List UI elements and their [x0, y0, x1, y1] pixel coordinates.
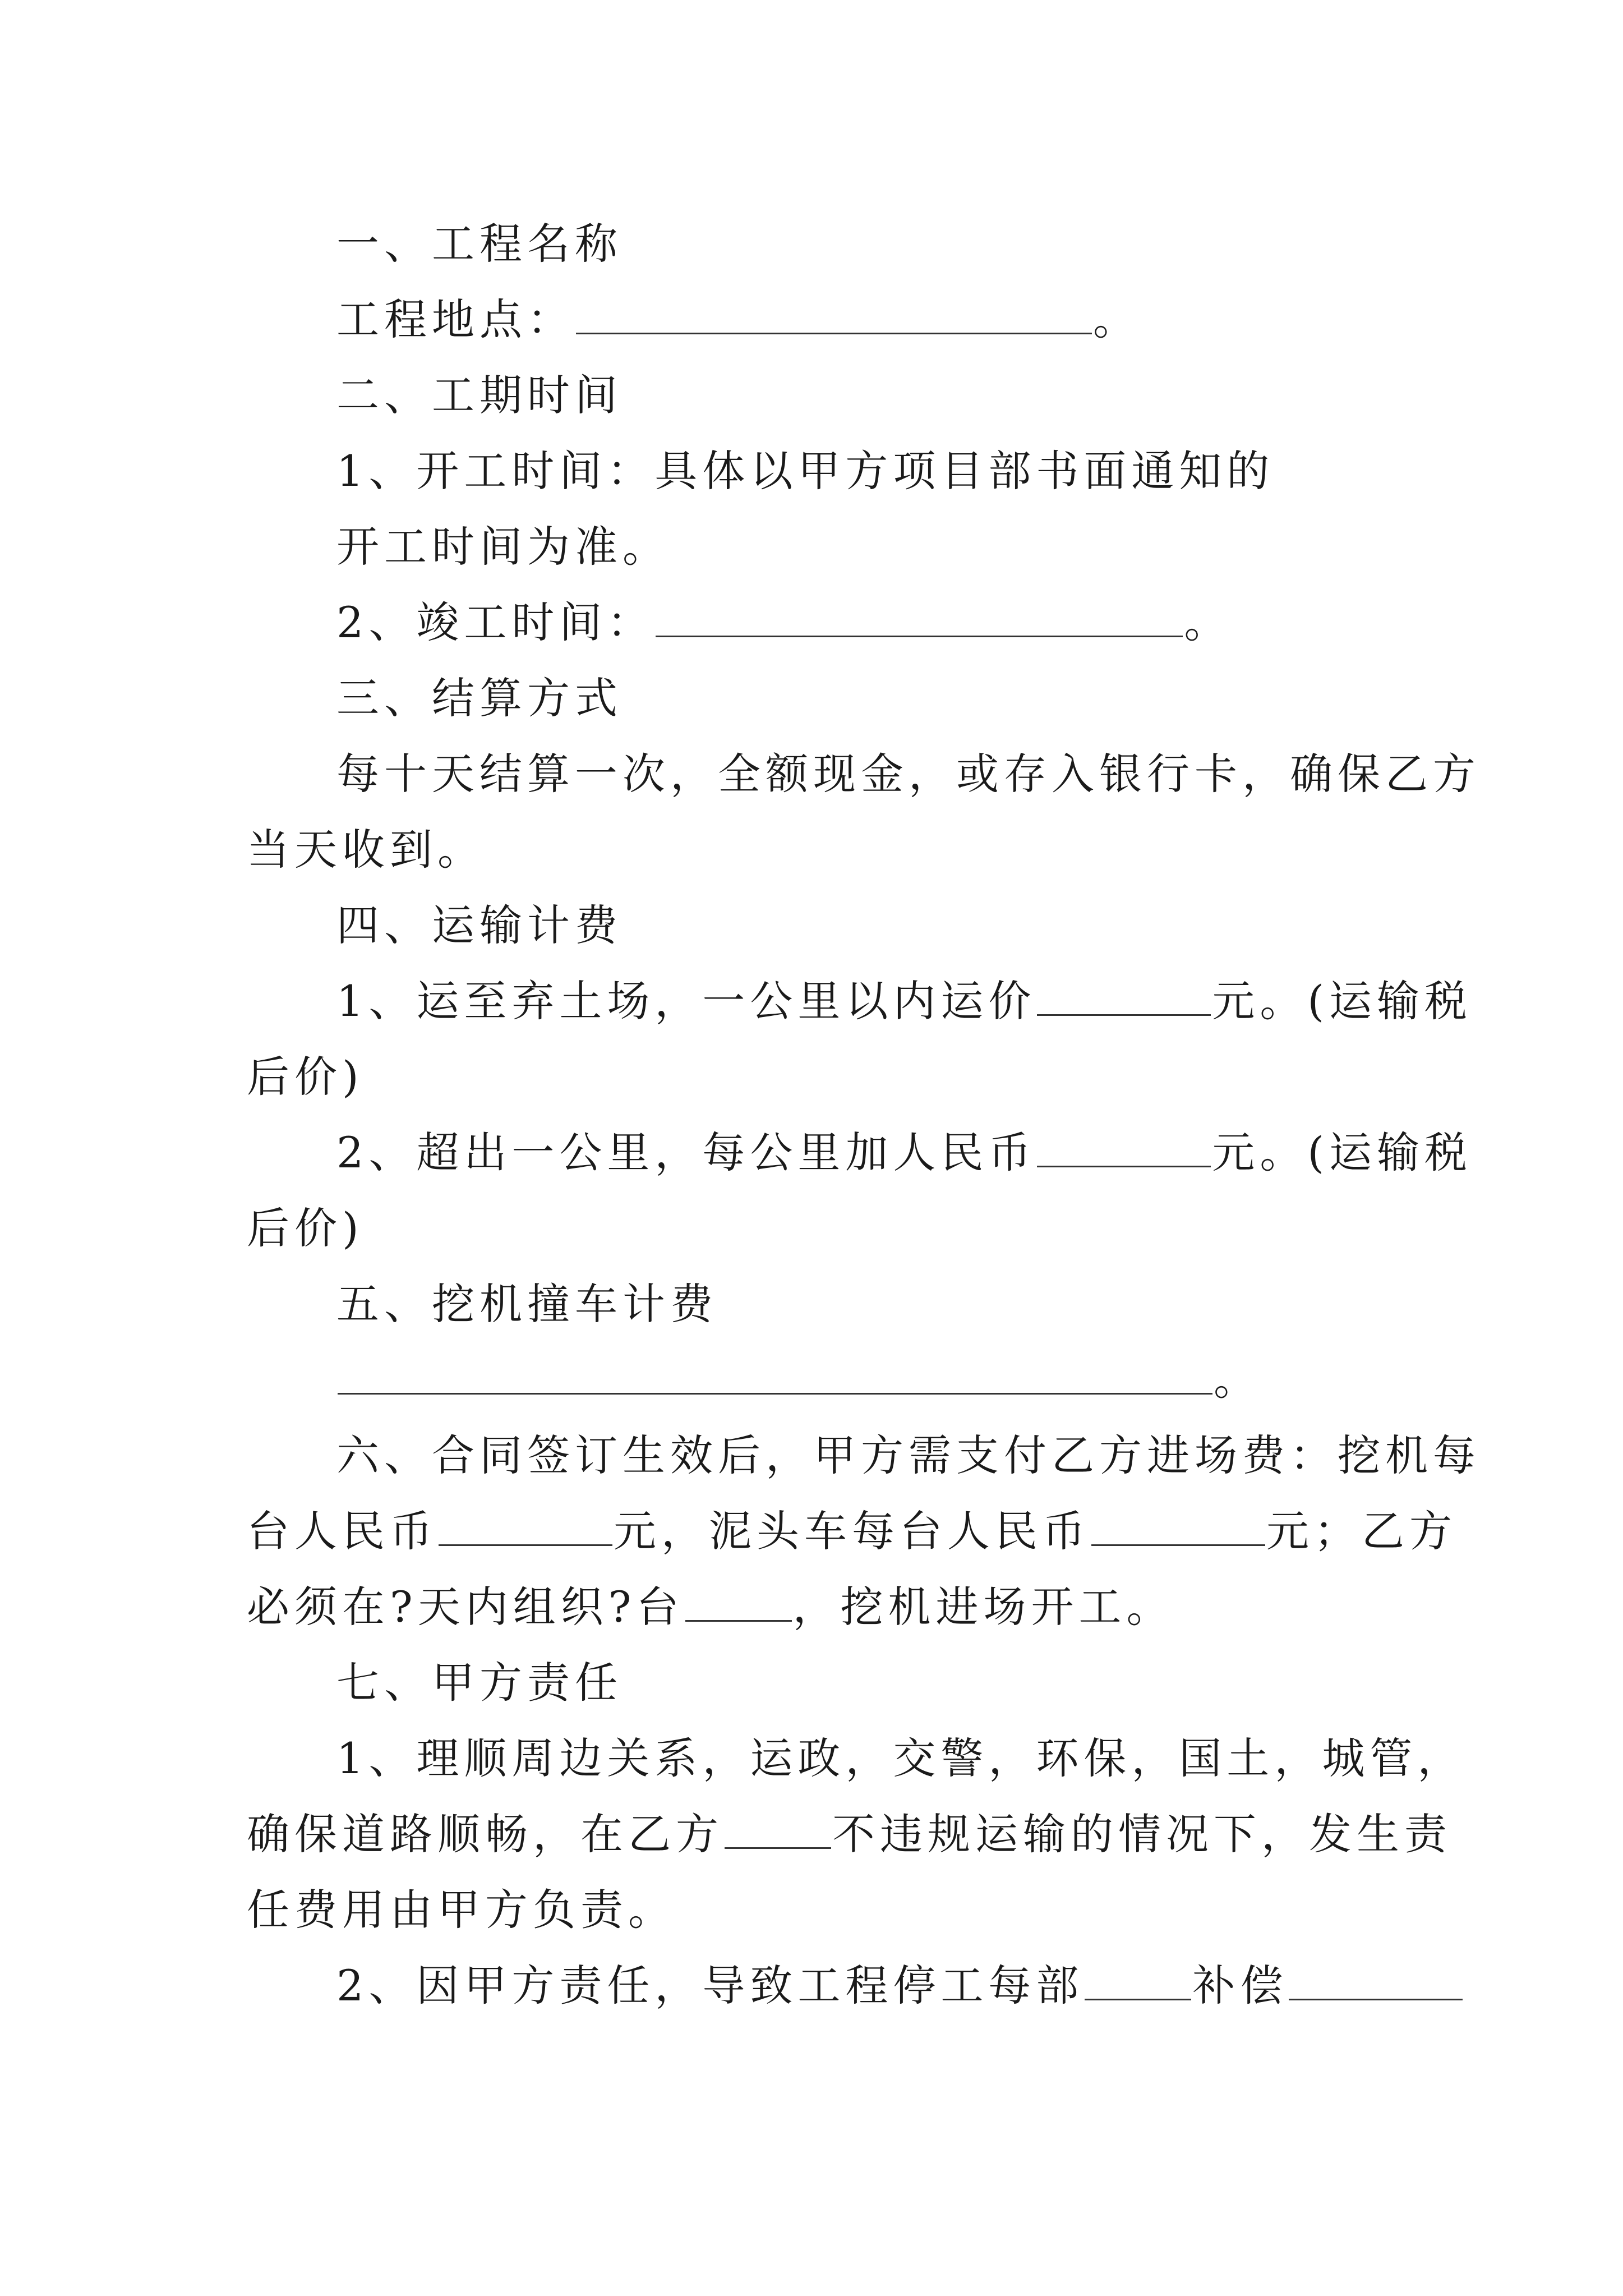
- compensation-blank[interactable]: [1289, 1959, 1463, 2000]
- section-3-heading: 三、结算方式: [336, 673, 623, 723]
- section-2-heading: 二、工期时间: [336, 370, 623, 420]
- section-4-heading: 四、运输计费: [336, 900, 623, 950]
- responsibility-1-line: 1、理顺周边关系，运政，交警，环保，国土，城管，: [336, 1733, 1465, 1783]
- excavator-fee-blank[interactable]: [338, 1354, 1212, 1395]
- project-location-blank[interactable]: [576, 293, 1092, 334]
- section-5-heading: 五、挖机撞车计费: [336, 1279, 718, 1329]
- stoppage-unit-blank[interactable]: [1085, 1959, 1191, 2000]
- completion-time-blank[interactable]: [656, 596, 1183, 637]
- completion-time-line: 2、竣工时间： 。: [336, 597, 1232, 647]
- start-time-line-cont: 开工时间为准。: [336, 522, 670, 572]
- entry-fee-line: 台人民币 元，泥头车每台人民币 元；乙方: [247, 1506, 1457, 1556]
- transport-price-line: 1、运至弃土场，一公里以内运价 元。(运输税: [336, 976, 1473, 1026]
- organize-line: 必须在?天内组织?台 ，挖机进场开工。: [247, 1582, 1174, 1632]
- settlement-line-cont: 当天收到。: [247, 825, 485, 875]
- responsibility-2-line: 2、因甲方责任，导致工程停工每部 补偿: [336, 1958, 1391, 2014]
- start-time-line: 1、开工时间：具体以甲方项目部书面通知的: [336, 446, 1275, 496]
- transport-price-blank[interactable]: [1037, 975, 1211, 1016]
- section-6-line: 六、合同签订生效后，甲方需支付乙方进场费：挖机每: [336, 1430, 1481, 1480]
- organize-count-blank[interactable]: [685, 1581, 792, 1622]
- responsibility-1-line-end: 任费用由甲方负责。: [247, 1885, 676, 1935]
- responsibility-1-line-cont: 确保道路顺畅，在乙方 不违规运输的情况下，发生责: [247, 1809, 1452, 1859]
- excavator-entry-fee-blank[interactable]: [439, 1505, 612, 1546]
- project-location-line: 工程地点： 。: [336, 295, 1141, 344]
- transport-price-line-cont: 后价): [247, 1052, 364, 1102]
- extra-km-price-blank[interactable]: [1037, 1126, 1211, 1167]
- settlement-line: 每十天结算一次，全额现金，或存入银行卡，确保乙方: [336, 749, 1481, 799]
- party-b-blank[interactable]: [725, 1808, 831, 1849]
- section-1-heading: 一、工程名称: [336, 219, 623, 269]
- extra-km-line-cont: 后价): [247, 1203, 364, 1253]
- section-7-heading: 七、甲方责任: [336, 1658, 623, 1708]
- extra-km-line: 2、超出一公里，每公里加人民币 元。(运输税: [336, 1128, 1473, 1177]
- truck-entry-fee-blank[interactable]: [1091, 1505, 1265, 1546]
- excavator-fee-line: 。: [336, 1352, 1391, 1408]
